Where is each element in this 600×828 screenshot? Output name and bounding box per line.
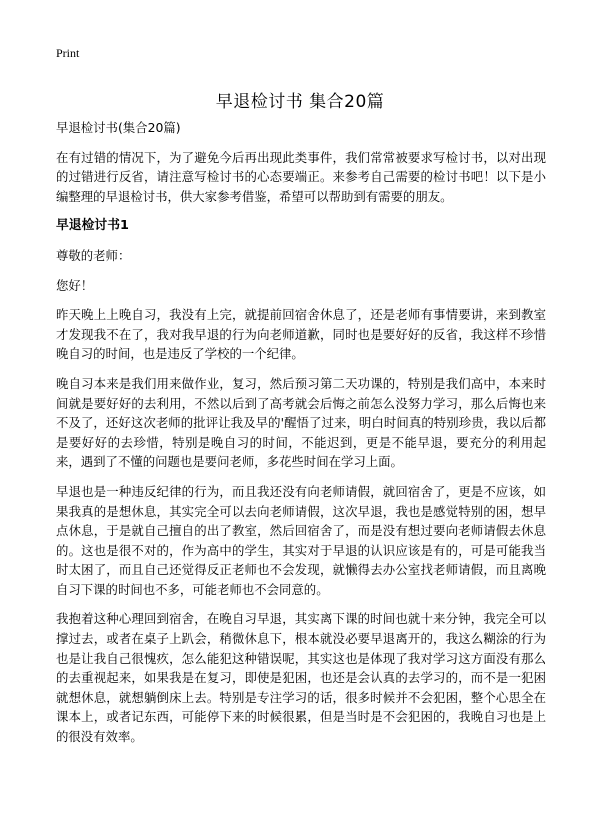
salutation: 尊敬的老师： [56,247,131,263]
body-paragraph: 我抱着这种心理回到宿舍，在晚自习早退，其实离下课的时间也就十来分钟，我完全可以撑过去，或者在桌子上趴会，稍微休息下，根本就没必要早退离开的，我这么糊涂的行为也是让我自己很愧疚，怎么能犯这种错误呢，其实这也是体现了我对学习这方面没有那么的去重视起来，如果我是在复习，即使是犯困，也还是会认真的去学习的，而不是一犯困就想休息，就想躺倒床上去。特别是专注学习的话，很多时候并不会犯困，整个心思全在课本上，或者记东西，可能停下来的时候很累，但是当时是不会犯困的，我晚自习也是上的很没有效率。 [56,611,546,745]
intro-paragraph: 在有过错的情况下，为了避免今后再出现此类事件，我们常常被要求写检讨书，以对出现的过错进行反省，请注意写检讨书的心态要端正。来参考自己需要的检讨书吧！以下是小编整理的早退检讨书，供大家参考借鉴，希望可以帮助到有需要的朋友。 [56,149,546,204]
body-paragraph: 早退也是一种违反纪律的行为，而且我还没有向老师请假，就回宿舍了，更是不应该，如果我真的是想休息，其实完全可以去向老师请假，这次早退，我也是感觉特别的困，想早点休息，于是就自己擅自的出了教室，然后回宿舍了，而是没有想过要向老师请假去休息的。这也是很不对的，作为高中的学生，其实对于早退的认识应该是有的，可是可能我当时太困了，而且自己还觉得反正老师也不会发现，就懒得去办公室找老师请假，而且离晚自习下课的时间也不多，可能老师也不会同意的。 [56,483,546,597]
document-title: 早退检讨书 集合20篇 [215,92,385,113]
document-body [56,118,546,757]
document-subtitle: 早退检讨书(集合20篇) [56,120,181,135]
greeting: 您好！ [56,277,94,293]
section-heading: 早退检讨书1 [56,218,129,234]
body-paragraph: 昨天晚上上晚自习，我没有上完，就提前回宿舍休息了，还是老师有事情要讲，来到教室才发现我不在了，我对我早退的行为向老师道歉，同时也是要好好的反省，我这样不珍惜晚自习的时间，也是违反了学校的一个纪律。 [56,307,546,362]
print-label: Print [56,46,80,60]
body-paragraph: 晚自习本来是我们用来做作业，复习，然后预习第二天功课的，特别是我们高中，本来时间就是要好好的去利用，不然以后到了高考就会后悔之前怎么没努力学习，那么后悔也来不及了，还好这次老师的批评让我及早的'醒悟了过来，明白时间真的特别珍贵，我以后都是要好好的去珍惜，特别是晚自习的时间，不能迟到，更是不能早退，要充分的利用起来，遇到了不懂的问题也是要问老师，多花些时间在学习上面。 [56,375,546,470]
